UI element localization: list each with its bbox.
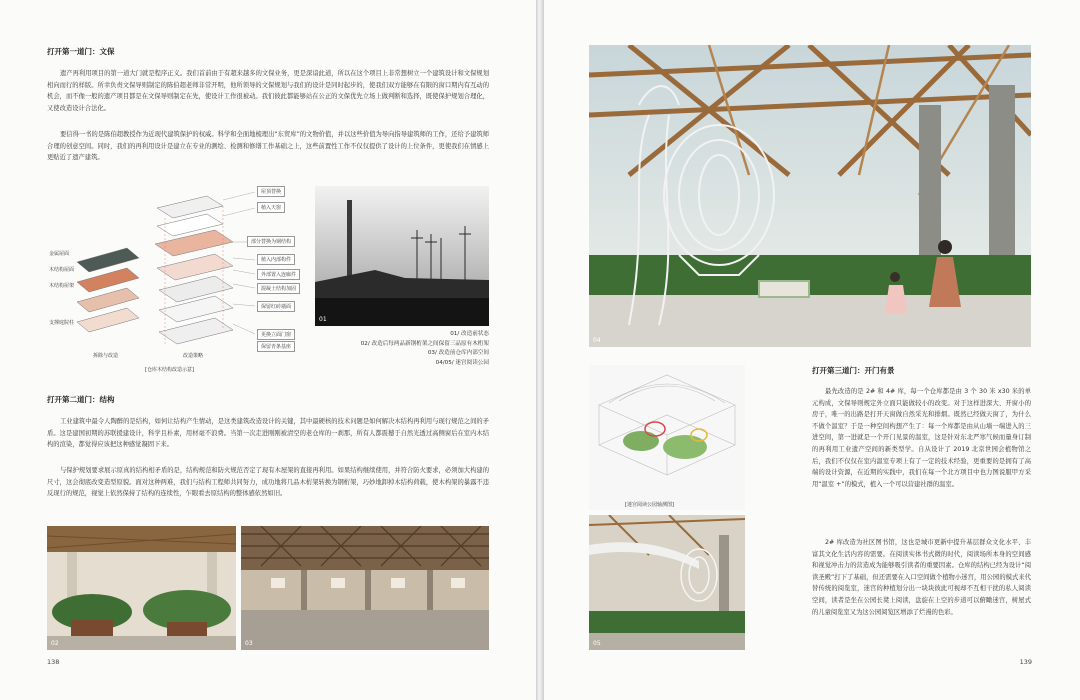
section1-paragraph1: 遗产再利用项目的第一道大门就是程序正义。我们首前由于有超来越多的文保业务，更是深谙此道，所以在这个项目上非常想树立一个建筑设计和文保规划相向而行的样版。所幸负责文保导则制定的陈伯超老师非常开明，他所领导的文保规划与我们的设计是同时起步的，使我们双方能够在有限的窗口期内有互动的机会，而不像一般的遗产项目都是在文保导则制定在先，使设计工作很被动。我们彼此都能够站在公正的文保优先立场上做判断和选择，既使保护规划合理化，又使改造设计合法化。 bbox=[47, 70, 489, 112]
page-number-right: 139 bbox=[1019, 658, 1032, 666]
photo-05-number: 05 bbox=[593, 640, 601, 647]
diagram-label-right-7: 保留红砖墙面 bbox=[257, 301, 295, 312]
photo-01-number: 01 bbox=[319, 316, 327, 323]
photo-04-greenhouse-giraffe bbox=[589, 45, 1031, 347]
page-number-left: 138 bbox=[47, 658, 60, 666]
right-page bbox=[544, 0, 1080, 700]
axonometric-drawing bbox=[589, 365, 745, 500]
diagram-label-left-3: 木结构屋架 bbox=[49, 283, 75, 289]
diagram-label-right-4: 植入内部构件 bbox=[257, 254, 295, 265]
photo-02-image bbox=[47, 526, 236, 650]
axonometric-caption: [迷宫阅读公园轴测图] bbox=[625, 502, 674, 508]
photo-02-number: 02 bbox=[51, 640, 59, 647]
photo-05-image bbox=[589, 515, 745, 650]
photo-01-factory-before bbox=[315, 186, 489, 326]
photo-04-image bbox=[589, 45, 1031, 347]
diagram-label-right-2: 植入天窗 bbox=[257, 202, 285, 213]
diagram-bottom-label-left: 拆除与改造 bbox=[93, 353, 119, 359]
left-page bbox=[0, 0, 536, 700]
section2-heading: 打开第二道门：结构 bbox=[47, 395, 115, 404]
diagram-label-right-1: 屋顶替换 bbox=[257, 186, 285, 197]
photo-04-number: 04 bbox=[593, 337, 601, 344]
diagram-caption: [仓库木结构改造示意] bbox=[145, 367, 194, 373]
photo-03-warehouse-interior bbox=[241, 526, 489, 650]
photo-01-image bbox=[315, 186, 489, 326]
diagram-label-left-2: 木结构屋面 bbox=[49, 267, 75, 273]
diagram-label-right-3: 部分替换为钢结构 bbox=[247, 236, 295, 247]
diagram-label-left-1: 金属屋面 bbox=[49, 251, 70, 257]
caption-02: 02/ 改造后每两品新钢桁架之间保留三品原有木桁架 bbox=[360, 340, 489, 347]
photo-03-image bbox=[241, 526, 489, 650]
diagram-label-right-5: 外部置入连廊件 bbox=[257, 269, 300, 280]
caption-04-05: 04/05/ 迷宫阅读公园 bbox=[435, 359, 489, 366]
section1-heading: 打开第一道门：文保 bbox=[47, 47, 115, 56]
diagram-label-right-9: 保留青条基座 bbox=[257, 341, 295, 352]
photo-03-number: 03 bbox=[245, 640, 253, 647]
structure-diagram bbox=[47, 186, 309, 376]
section2-paragraph1: 工业建筑中最令人陶醉的是结构，如何让结构产生情动，是这类建筑改造设计的关键，其中最硬核的技术问题是如何解决木结构再利用与现行规范之间的矛盾。这是建国初期的苏联援建设计，科学且朴素，用材毫不浪费。当第一次走进刚刚被清空的老仓库的一刹那，所有人都震撼于自然光透过高侧窗后在室内木结构的渲染，都觉得应该把这种感觉凝固下来。 bbox=[47, 418, 489, 449]
section3-paragraph1: 最先改造的是 2# 和 4# 库，每一个仓库都是由 3 个 30 米 x30 米的单元构成，文保导则规定外立面只能做较小的改变。对于这样进深大、开窗小的房子，唯一的出路是打开天窗做自然采光和排烟。既然已经做天窗了，为什么不做个温室？于是一种空间构想产生了：每一个库都是由从山墙一端进入的三进空间，第一进就是一个开门见景的温室，这是针对东北严寒气候而量身订制的再利用工业遗产空间的新类型学。自从设计了 2019 北京世园会植物馆之后，我们不仅仅在室内温室专项上有了一定的技术经验，更重要的是拥有了高端的设计资源，在近期的实践中，我们在每一个北方项目中也力图说服甲方采用“温室 +”的模式，植入一个可以营建社群的温室。 bbox=[812, 388, 1031, 488]
diagram-label-right-8: 更换立面门窗 bbox=[257, 329, 295, 340]
caption-03: 03/ 改造前仓库内部空间 bbox=[427, 350, 489, 357]
photo-05-reading-park bbox=[589, 515, 745, 650]
maze-park-axonometric bbox=[589, 365, 745, 510]
photo-02-greenhouse-interior bbox=[47, 526, 236, 650]
caption-01: 01/ 改造前状态 bbox=[450, 331, 489, 337]
section3-paragraph2: 2# 库改造为社区图书馆，这也是城市更新中提升基层群众文化水平、丰富其文化生活内容的需要。在阅读实体书式微的时代，阅读场所本身的空间感和视觉冲击力的营造成为能够吸引读者的重要因素。仓库的结构已经为设计“阅读圣殿”打下了基础，但还需要在入口空间做个植物小迷宫，用公园的模式来代替传统的阅览室，迷宫的种植划分出一块块彼此可视却不互相干扰的私人阅读空间，读者是坐在公园长凳上阅读，盘旋在上空的步道可以俯瞰迷宫，树屋式的儿童阅览室又为这公园阅览区增添了烂漫的色彩。 bbox=[812, 539, 1031, 616]
diagram-label-left-4: 支撑庭院柱 bbox=[49, 320, 75, 326]
diagram-label-right-6: 混凝土结构加固 bbox=[257, 283, 300, 294]
section1-paragraph2: 要信得一书的是陈伯超教授作为近现代建筑保护的权威。科学和全面地梳理出“东贸库”的文物价值，并以这些价值为导向指导建筑师的工作，还给予建筑师合理的创意空间。同时，我们的再利用设计是建立在专业的测绘、检测和修缮工作基础之上，这些前置性工作不仅仅提供了设计的上位条件，更使我们在情感上更贴近了遗产建筑。 bbox=[47, 131, 489, 162]
photo-captions bbox=[300, 330, 489, 368]
diagram-bottom-label-right: 改造策略 bbox=[183, 353, 204, 359]
section3-heading: 打开第三道门：开门有景 bbox=[812, 366, 895, 375]
book-gutter bbox=[536, 0, 544, 700]
section2-paragraph2: 与保护规划要求展示原真的结构相矛盾的是，结构规范和防火规范否定了现有木屋架的直接再利用。如果结构继续使用，并符合防火要求，必须加大构建的尺寸，这会彻底改变造型原貌。面对这种两难，我们与结构工程师共同努力，成功地将几品木桁架转换为钢桁架，巧妙地卸掉木结构荷载，使木构架的暴露不违反现行的规范，视觉上依然保持了结构的连续性，乍眼看去原结构的整体感依然如旧。 bbox=[47, 467, 489, 498]
